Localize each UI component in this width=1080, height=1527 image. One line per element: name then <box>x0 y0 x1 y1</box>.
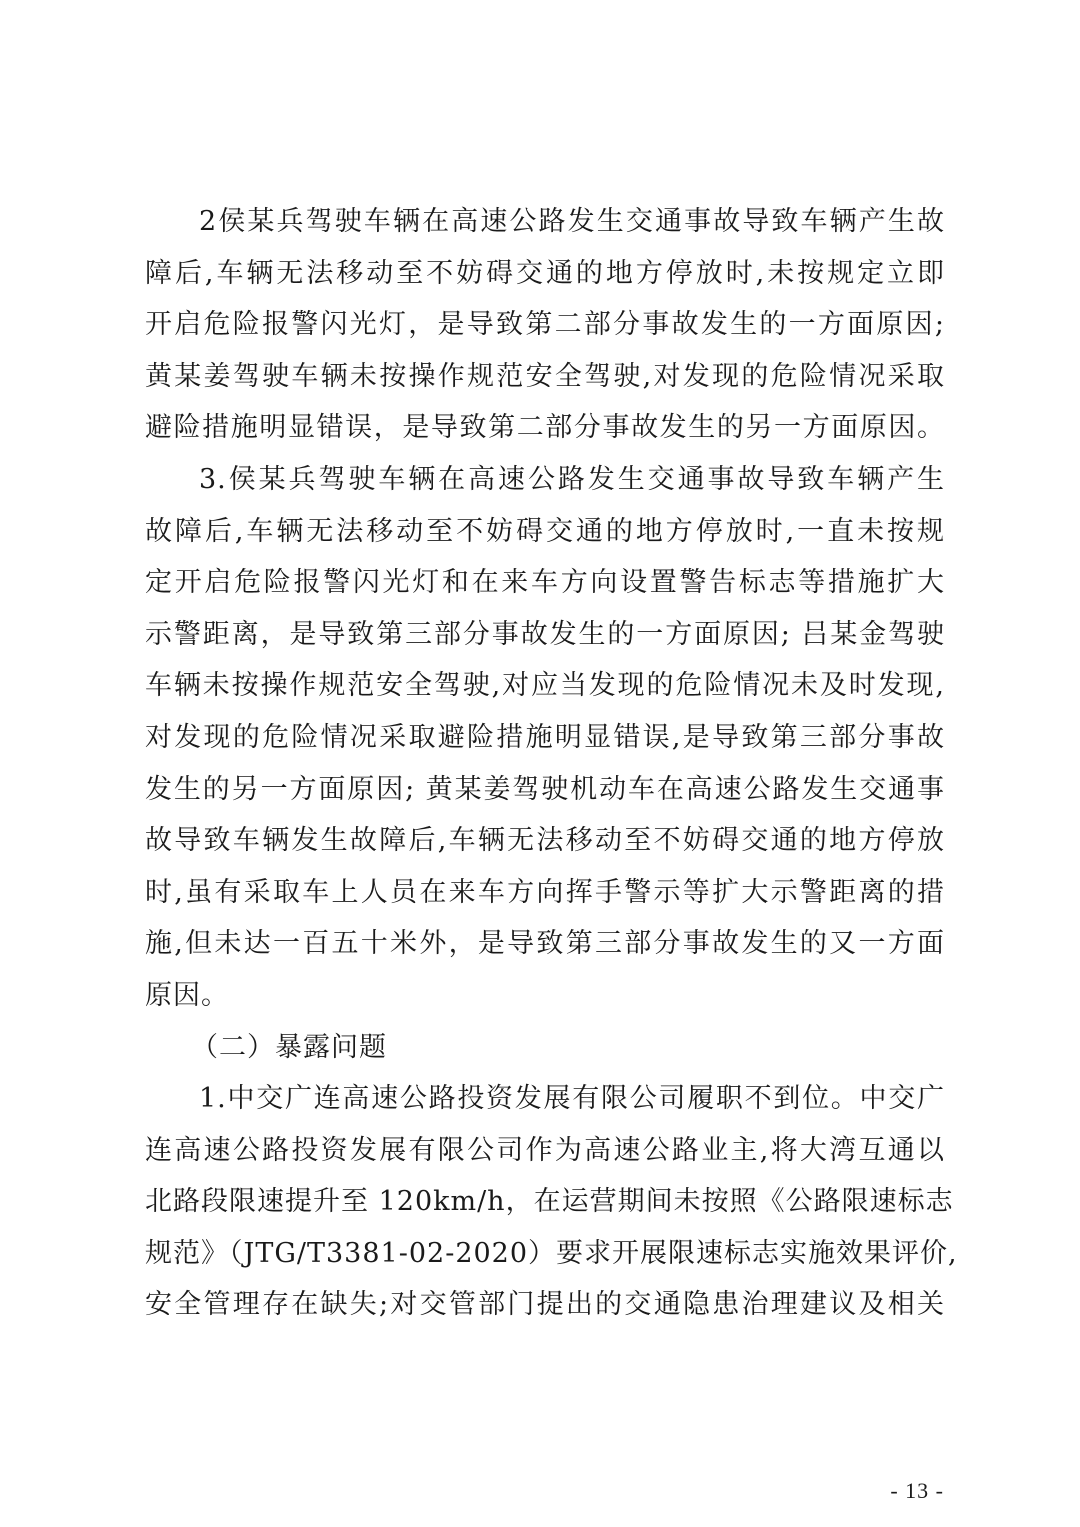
paragraph-line: 故障后,车辆无法移动至不妨碍交通的地方停放时,一直未按规 <box>145 515 945 547</box>
page-number: - 13 - <box>890 1478 944 1503</box>
paragraph-line: 故导致车辆发生故障后,车辆无法移动至不妨碍交通的地方停放 <box>145 825 945 857</box>
paragraph-line: 障后,车辆无法移动至不妨碍交通的地方停放时,未按规定立即 <box>145 257 945 289</box>
paragraph-line: 时,虽有采取车上人员在来车方向挥手警示等扩大示警距离的措 <box>145 876 945 908</box>
paragraph-line: 2侯某兵驾驶车辆在高速公路发生交通事故导致车辆产生故 <box>199 206 945 237</box>
paragraph-line: 原因。 <box>145 979 229 1011</box>
paragraph-line: 车辆未按操作规范安全驾驶,对应当发现的危险情况未及时发现, <box>145 670 945 702</box>
paragraph-line: 对发现的危险情况采取避险措施明显错误,是导致第三部分事故 <box>145 721 945 753</box>
paragraph-line: 避险措施明显错误，是导致第二部分事故发生的另一方面原因。 <box>145 412 945 444</box>
paragraph-line: 施,但未达一百五十米外，是导致第三部分事故发生的又一方面 <box>145 928 945 960</box>
paragraph-line: 北路段限速提升至 120km/h，在运营期间未按照《公路限速标志 <box>145 1186 954 1218</box>
paragraph-line: 黄某姜驾驶车辆未按操作规范安全驾驶,对发现的危险情况采取 <box>145 360 945 392</box>
paragraph-line: 示警距离，是导致第三部分事故发生的一方面原因; 吕某金驾驶 <box>145 618 945 650</box>
section-heading: （二）暴露问题 <box>191 1031 387 1063</box>
paragraph-line: 安全管理存在缺失;对交管部门提出的交通隐患治理建议及相关 <box>145 1289 945 1321</box>
paragraph-line: 开启危险报警闪光灯，是导致第二部分事故发生的一方面原因; <box>145 309 945 341</box>
paragraph-line: 定开启危险报警闪光灯和在来车方向设置警告标志等措施扩大 <box>145 567 945 599</box>
document-body <box>145 196 958 1331</box>
paragraph-line: 发生的另一方面原因; 黄某姜驾驶机动车在高速公路发生交通事 <box>145 773 945 805</box>
paragraph-line: 规范》（JTG/T3381-02-2020）要求开展限速标志实施效果评价, <box>145 1237 958 1269</box>
paragraph-line: 3.侯某兵驾驶车辆在高速公路发生交通事故导致车辆产生 <box>199 463 945 495</box>
paragraph-line: 连高速公路投资发展有限公司作为高速公路业主,将大湾互通以 <box>145 1134 945 1166</box>
paragraph-line: 1.中交广连高速公路投资发展有限公司履职不到位。中交广 <box>199 1083 945 1115</box>
